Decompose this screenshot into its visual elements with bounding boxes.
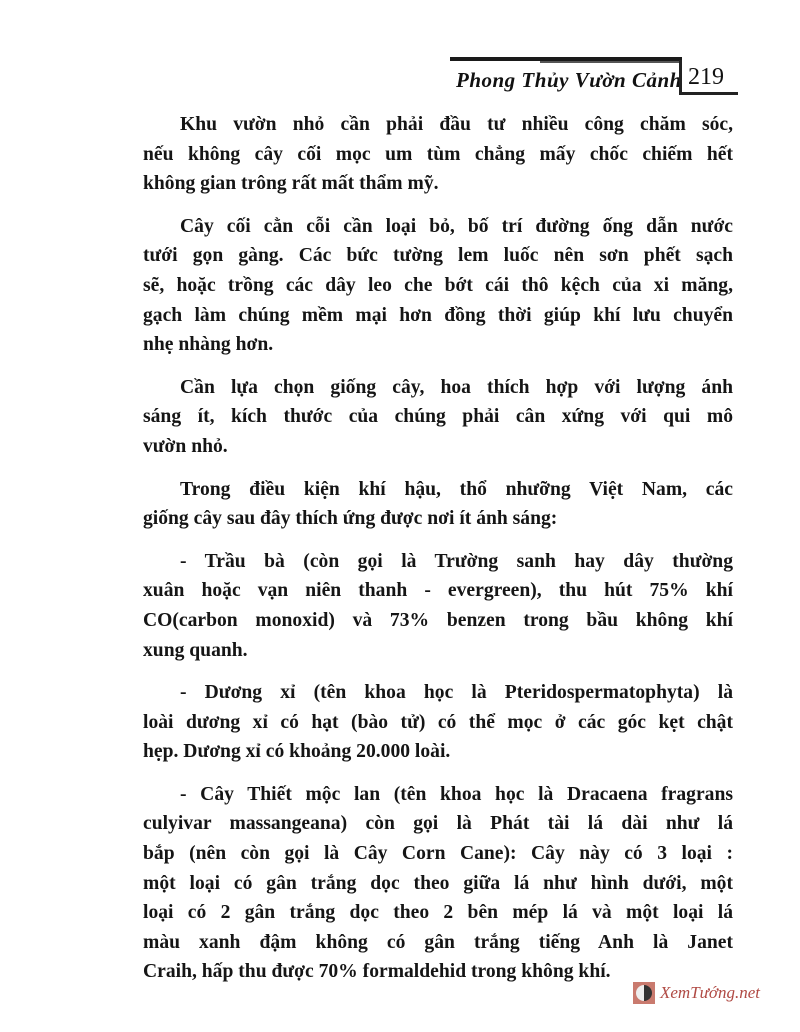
text-line: xung quanh.: [143, 639, 248, 661]
text-line: CO(carbon monoxid) và 73% benzen trong bầu không khí: [143, 609, 733, 631]
text-line: hẹp. Dương xỉ có khoảng 20.000 loài.: [143, 741, 451, 763]
text-line: một loại có gân trắng dọc theo giữa lá như hình dưới, một: [143, 872, 733, 894]
paragraph: [143, 110, 733, 199]
text-line: Craih, hấp thu được 70% formaldehid trong không khí.: [143, 961, 611, 983]
text-line: Cây cối cằn cỗi cần loại bỏ, bố trí đường ống dẫn nước: [180, 215, 733, 237]
text-line: giống cây sau đây thích ứng được nơi ít ánh sáng:: [143, 508, 558, 530]
text-line: Khu vườn nhỏ cần phải đầu tư nhiều công chăm sóc,: [180, 114, 733, 135]
yin-yang-icon: [633, 982, 655, 1004]
text-line: Trong điều kiện khí hậu, thổ nhưỡng Việt Nam, các: [180, 478, 733, 500]
text-line: gạch làm chúng mềm mại hơn đồng thời giúp khí lưu chuyển: [143, 304, 733, 326]
text-line: sáng ít, kích thước của chúng phải cân xứng với qui mô: [143, 406, 733, 428]
text-line: culyivar massangeana) còn gọi là Phát tài lá dài như lá: [143, 813, 733, 835]
paragraph: [143, 547, 733, 665]
running-header-title: Phong Thủy Vườn Cảnh: [456, 68, 682, 92]
text-line: loại có 2 gân trắng dọc theo 2 bên mép lá và một loại lá: [143, 902, 733, 924]
text-line: loài dương xỉ có hạt (bào tử) có thể mọc ở các góc kẹt chật: [143, 711, 733, 733]
text-line: sẽ, hoặc trồng các dây leo che bớt cái thô kệch của xi măng,: [143, 274, 733, 296]
text-line: bắp (nên còn gọi là Cây Corn Cane): Cây này có 3 loại :: [143, 843, 733, 865]
header-rule-secondary: [540, 61, 680, 63]
text-line: - Dương xỉ (tên khoa học là Pteridospermatophyta) là: [180, 682, 733, 704]
text-line: - Cây Thiết mộc lan (tên khoa học là Dracaena fragrans: [180, 783, 733, 805]
text-line: xuân hoặc vạn niên thanh - evergreen), thu hút 75% khí: [143, 580, 733, 602]
text-line: nếu không cây cối mọc um tùm chẳng mấy chốc chiếm hết: [143, 143, 733, 165]
text-line: tưới gọn gàng. Các bức tường lem luốc nên sơn phết sạch: [143, 245, 733, 267]
body-text: [143, 110, 733, 1000]
paragraph: [143, 373, 733, 462]
text-line: nhẹ nhàng hơn.: [143, 334, 274, 356]
paragraph: [143, 212, 733, 360]
watermark-logo: [633, 982, 760, 1004]
text-line: không gian trông rất mất thẩm mỹ.: [143, 173, 439, 195]
text-line: - Trầu bà (còn gọi là Trường sanh hay dây thường: [180, 550, 733, 572]
text-line: màu xanh đậm không có gân trắng tiếng Anh là Janet: [143, 931, 733, 953]
text-line: Cần lựa chọn giống cây, hoa thích hợp với lượng ánh: [180, 376, 733, 398]
watermark-text: XemTướng.net: [660, 983, 761, 1002]
text-line: vườn nhỏ.: [143, 435, 228, 457]
paragraph: [143, 475, 733, 534]
paragraph: [143, 780, 733, 987]
paragraph: [143, 678, 733, 767]
page-number: 219: [688, 64, 724, 90]
